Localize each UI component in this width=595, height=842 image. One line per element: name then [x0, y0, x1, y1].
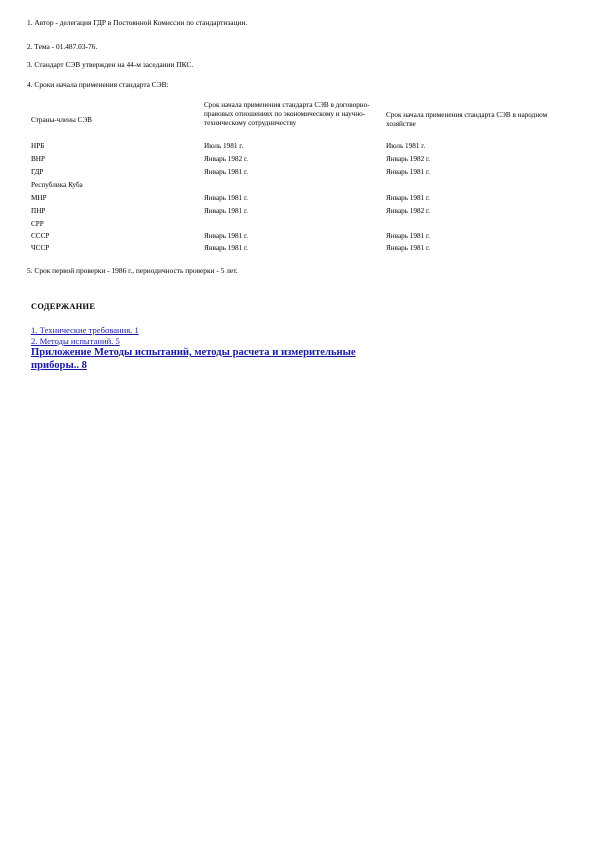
table-cell-contract-date: Январь 1981 г. — [204, 194, 248, 202]
table-cell-country: СССР — [31, 232, 50, 240]
table-cell-economy-date: Январь 1982 г. — [386, 155, 430, 163]
table-cell-economy-date: Январь 1981 г. — [386, 168, 430, 176]
table-cell-contract-date: Январь 1981 г. — [204, 244, 248, 252]
table-cell-country: ГДР — [31, 168, 44, 176]
paragraph-dates-heading: 4. Сроки начала применения стандарта СЭВ: — [27, 80, 169, 89]
table-cell-contract-date: Январь 1982 г. — [204, 155, 248, 163]
toc-link-technical-requirements[interactable]: 1. Технические требования. 1 — [31, 325, 139, 335]
table-cell-country: ЧССР — [31, 244, 50, 252]
toc-link-appendix[interactable]: Приложение Методы испытаний, методы расчета и измерительные приборы.. 8 — [31, 347, 356, 371]
table-cell-economy-date: Январь 1981 г. — [386, 232, 430, 240]
table-cell-contract-date: Январь 1981 г. — [204, 232, 248, 240]
table-cell-country: ПНР — [31, 207, 46, 215]
paragraph-review-period: 5. Срок первой проверки - 1986 г., периодичность проверки - 5 лет. — [27, 266, 238, 275]
table-header-economy-date: Срок начала применения стандарта СЭВ в народном хозяйстве — [386, 111, 548, 129]
toc-link-test-methods[interactable]: 2. Методы испытаний. 5 — [31, 336, 120, 346]
paragraph-topic: 2. Тема - 01.487.03-76. — [27, 42, 98, 51]
table-cell-contract-date: Июль 1981 г. — [204, 142, 244, 150]
table-cell-country: Республика Куба — [31, 181, 83, 189]
table-cell-economy-date: Июль 1981 г. — [386, 142, 426, 150]
table-cell-country: СРР — [31, 220, 44, 228]
table-cell-economy-date: Январь 1981 г. — [386, 244, 430, 252]
paragraph-approval: 3. Стандарт СЭВ утвержден на 44-м заседании ПКС. — [27, 60, 194, 69]
table-cell-country: МНР — [31, 194, 47, 202]
table-cell-contract-date: Январь 1981 г. — [204, 207, 248, 215]
table-cell-country: НРБ — [31, 142, 45, 150]
toc-title: СОДЕРЖАНИЕ — [31, 302, 96, 311]
table-cell-country: ВНР — [31, 155, 45, 163]
table-cell-contract-date: Январь 1981 г. — [204, 168, 248, 176]
table-header-country: Страны-члены СЭВ — [31, 116, 92, 124]
table-cell-economy-date: Январь 1981 г. — [386, 194, 430, 202]
table-header-contract-date: Срок начала применения стандарта СЭВ в договорно-правовых отношениях по экономическому и научно-техническому сотрудничеству — [204, 101, 370, 128]
table-cell-economy-date: Январь 1982 г. — [386, 207, 430, 215]
paragraph-author: 1. Автор - делегация ГДР в Постоянной Комиссии по стандартизации. — [27, 18, 248, 27]
